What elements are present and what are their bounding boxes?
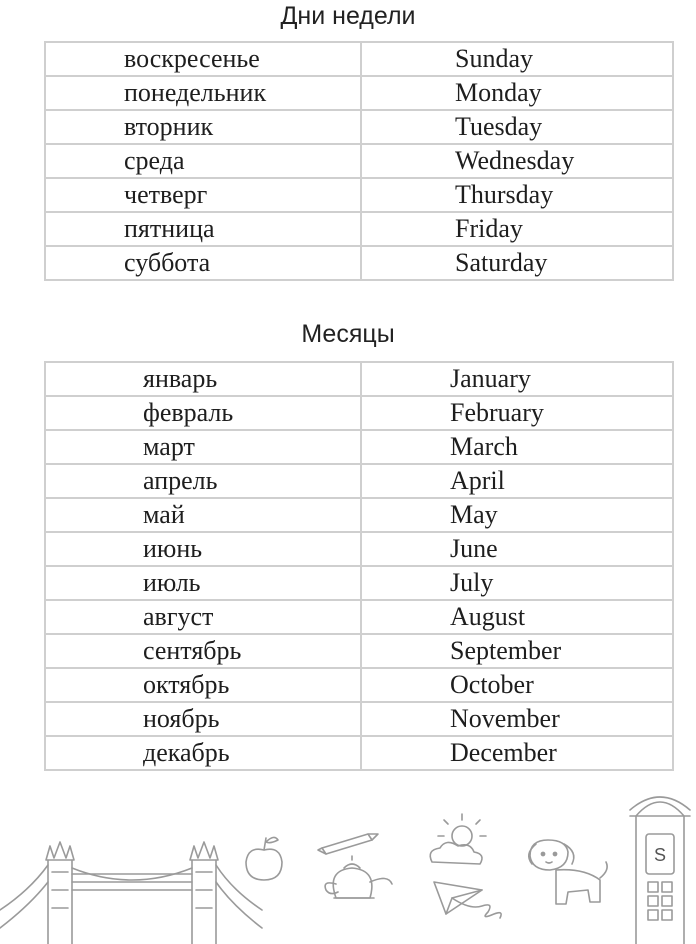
table-row [45, 498, 673, 532]
table-row [45, 634, 673, 668]
table-row [45, 430, 673, 464]
english-word: December [361, 736, 673, 770]
english-word: Wednesday [361, 144, 673, 178]
decorative-doodles [0, 790, 696, 944]
months-table [44, 361, 674, 771]
table-row [45, 362, 673, 396]
months-section-title: Месяцы [301, 320, 395, 348]
russian-word: апрель [45, 464, 361, 498]
days-section-title: Дни недели [280, 2, 416, 30]
russian-word: декабрь [45, 736, 361, 770]
english-word: Friday [361, 212, 673, 246]
english-word: Thursday [361, 178, 673, 212]
english-word: February [361, 396, 673, 430]
table-row [45, 144, 673, 178]
russian-word: среда [45, 144, 361, 178]
english-word: November [361, 702, 673, 736]
table-row [45, 76, 673, 110]
table-row [45, 668, 673, 702]
english-word: July [361, 566, 673, 600]
russian-word: май [45, 498, 361, 532]
teapot-icon [325, 856, 392, 898]
russian-word: январь [45, 362, 361, 396]
table-row [45, 246, 673, 280]
table-row [45, 212, 673, 246]
russian-word: вторник [45, 110, 361, 144]
table-row [45, 532, 673, 566]
puppy-icon [529, 840, 607, 904]
tower-bridge-icon [0, 842, 262, 944]
table-row [45, 178, 673, 212]
days-table [44, 41, 674, 281]
russian-word: июнь [45, 532, 361, 566]
apple-icon [246, 837, 282, 880]
russian-word: август [45, 600, 361, 634]
english-word: September [361, 634, 673, 668]
paper-plane-icon [434, 882, 501, 918]
english-word: January [361, 362, 673, 396]
russian-word: февраль [45, 396, 361, 430]
russian-word: июль [45, 566, 361, 600]
phone-box-letter: S [653, 845, 667, 865]
russian-word: март [45, 430, 361, 464]
russian-word: пятница [45, 212, 361, 246]
phone-box-icon [630, 797, 690, 944]
english-word: Sunday [361, 42, 673, 76]
table-row [45, 702, 673, 736]
table-row [45, 464, 673, 498]
russian-word: октябрь [45, 668, 361, 702]
table-row [45, 736, 673, 770]
english-word: May [361, 498, 673, 532]
russian-word: воскресенье [45, 42, 361, 76]
pencil-icon [318, 834, 378, 854]
english-word: June [361, 532, 673, 566]
english-word: Saturday [361, 246, 673, 280]
table-row [45, 110, 673, 144]
english-word: March [361, 430, 673, 464]
russian-word: ноябрь [45, 702, 361, 736]
sun-cloud-icon [430, 814, 486, 864]
russian-word: сентябрь [45, 634, 361, 668]
russian-word: понедельник [45, 76, 361, 110]
russian-word: четверг [45, 178, 361, 212]
english-word: August [361, 600, 673, 634]
table-row [45, 600, 673, 634]
english-word: October [361, 668, 673, 702]
table-row [45, 396, 673, 430]
english-word: Tuesday [361, 110, 673, 144]
table-row [45, 42, 673, 76]
english-word: April [361, 464, 673, 498]
english-word: Monday [361, 76, 673, 110]
russian-word: суббота [45, 246, 361, 280]
table-row [45, 566, 673, 600]
